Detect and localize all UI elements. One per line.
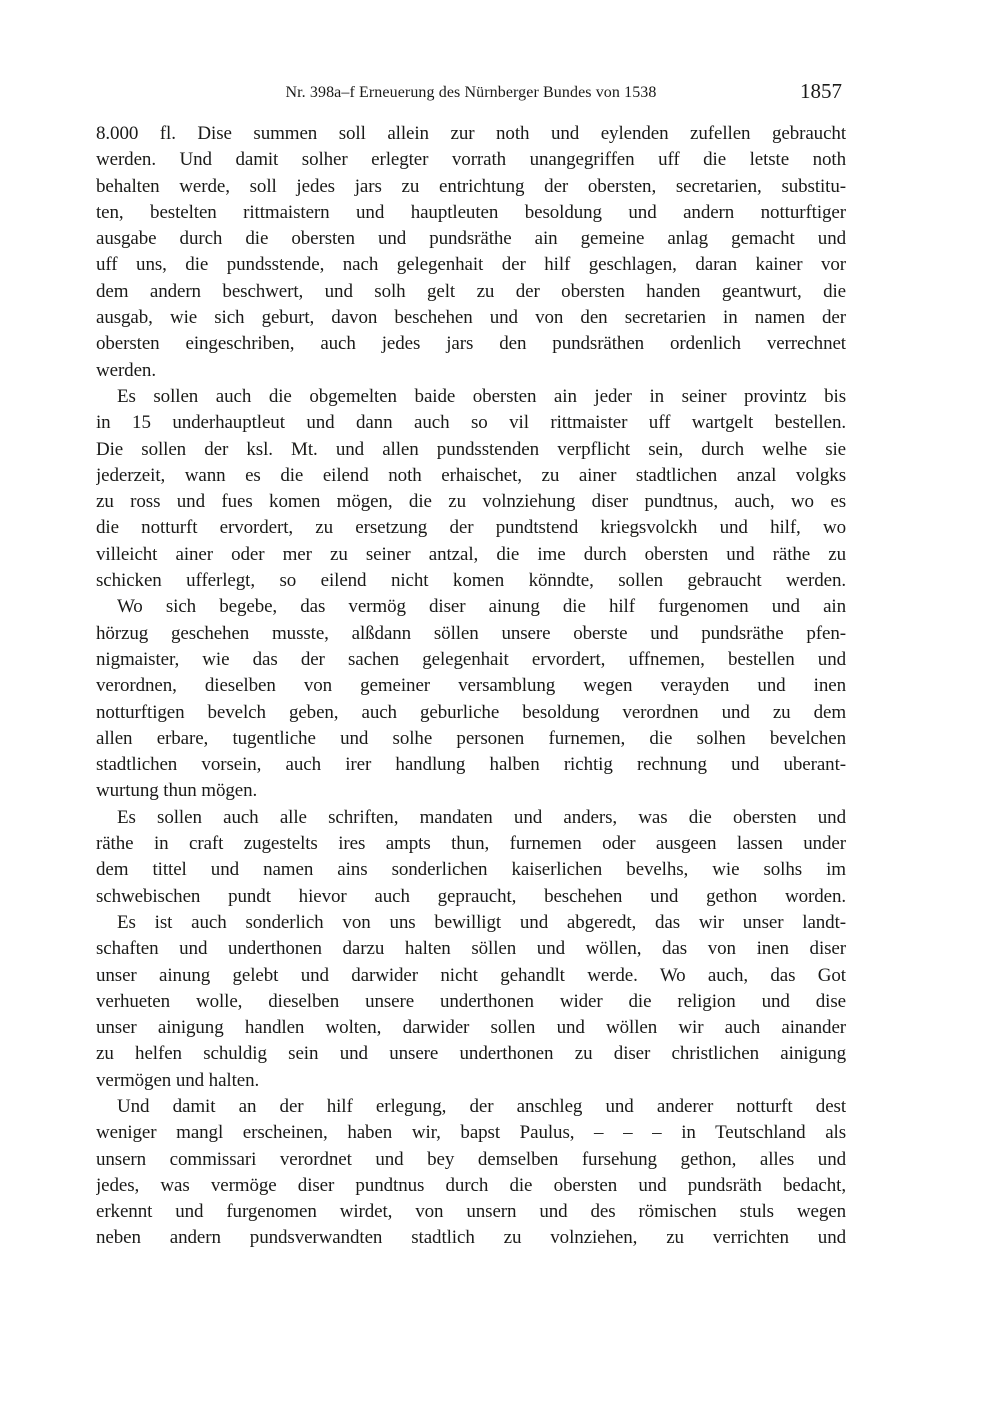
text-line: villeicht ainer oder mer zu seiner antzal, die ime durch obersten und räthe zu xyxy=(96,543,846,565)
text-line: dem andern beschwert, und solh gelt zu der obersten handen geantwurt, die xyxy=(96,280,846,302)
text-line: Es sollen auch die obgemelten baide obersten ain jeder in seiner provintz bis xyxy=(117,385,846,407)
text-line: jederzeit, wann es die eilend noth erhaischet, zu ainer stadtlichen anzal volgks xyxy=(96,464,846,486)
paragraph xyxy=(96,121,846,384)
text-line: unsern commissari verordnet und bey demselben fursehung gethon, alles und xyxy=(96,1148,846,1170)
text-line: jedes, was vermöge diser pundtnus durch die obersten und pundsräth bedacht, xyxy=(96,1174,846,1196)
text-line: schwebischen pundt hievor auch gepraucht, beschehen und gethon worden. xyxy=(96,885,846,907)
text-line: räthe in craft zugestelts ires ampts thun, furnemen oder ausgeen lassen under xyxy=(96,833,846,855)
text-line: verordnen, dieselben von gemeiner versamblung wegen verayden und inen xyxy=(96,675,846,697)
text-line: nigmaister, wie das der sachen gelegenhait ervordert, uffnemen, bestellen und xyxy=(96,648,846,670)
page-body xyxy=(96,121,846,1252)
text-line: Die sollen der ksl. Mt. und allen pundsstenden verpflicht sein, durch welhe sie xyxy=(96,438,846,460)
text-line: wurtung thun mögen. xyxy=(96,780,258,802)
text-line: hörzug geschehen musste, alßdann söllen unsere oberste und pundsräthe pfen- xyxy=(96,622,846,644)
text-line: unser ainigung handlen wolten, darwider sollen und wöllen wir auch ainander xyxy=(96,1017,846,1039)
paragraph xyxy=(96,1094,846,1252)
paragraph xyxy=(96,805,846,910)
text-line: Wo sich begebe, das vermög diser ainung die hilf furgenomen und ain xyxy=(117,596,846,618)
text-line: neben andern pundsverwandten stadtlich zu volnziehen, zu verrichten und xyxy=(96,1227,846,1249)
text-line: in 15 underhauptleut und dann auch so vil rittmaister uff wartgelt bestellen. xyxy=(96,412,846,434)
text-line: behalten werde, soll jedes jars zu entrichtung der obersten, secretarien, substitu- xyxy=(96,175,846,197)
text-line: dem tittel und namen ains sonderlichen kaiserlichen bevelhs, wie solhs im xyxy=(96,859,846,881)
page-number: 1857 xyxy=(800,79,842,103)
text-line: stadtlichen vorsein, auch irer handlung halben richtig rechnung und uberant- xyxy=(96,754,846,776)
paragraph xyxy=(96,910,846,1094)
text-line: schicken ufferlegt, so eilend nicht komen könndte, sollen gebraucht werden. xyxy=(96,570,846,592)
text-line: schaften und underthonen darzu halten söllen und wöllen, das von inen diser xyxy=(96,938,846,960)
running-header xyxy=(96,79,846,106)
text-line: verhueten wolle, dieselben unsere underthonen wider die religion und dise xyxy=(96,990,846,1012)
paragraph xyxy=(96,384,846,594)
text-line: weniger mangl erscheinen, haben wir, bapst Paulus, – – – in Teutschland als xyxy=(96,1122,846,1144)
text-line: unser ainung gelebt und darwider nicht gehandlt werde. Wo auch, das Got xyxy=(96,964,846,986)
text-line: werden. Und damit solher erlegter vorrath unangegriffen uff die letste noth xyxy=(96,149,846,171)
text-line: ten, bestelten rittmaistern und hauptleuten besoldung und andern notturftiger xyxy=(96,201,846,223)
text-line: notturftigen bevelch geben, auch geburliche besoldung verordnen und zu dem xyxy=(96,701,846,723)
text-line: die notturft ervordert, zu ersetzung der pundtstend kriegsvolckh und hilf, wo xyxy=(96,517,846,539)
text-line: werden. xyxy=(96,359,156,381)
text-line: ausgabe durch die obersten und pundsräthe ain gemeine anlag gemacht und xyxy=(96,228,846,250)
text-line: ausgab, wie sich geburt, davon beschehen und von den secretarien in namen der xyxy=(96,307,846,329)
text-line: obersten eingeschriben, auch jedes jars den pundsräthen ordenlich verrechnet xyxy=(96,333,846,355)
text-line: erkennt und furgenomen wirdet, von unsern und des römischen stuls wegen xyxy=(96,1201,846,1223)
text-line: Es sollen auch alle schriften, mandaten und anders, was die obersten und xyxy=(117,806,846,828)
text-line: Es ist auch sonderlich von uns bewilligt und abgeredt, das wir unser landt- xyxy=(117,911,846,933)
text-line: allen erbare, tugentliche und solhe personen furnemen, die solhen bevelchen xyxy=(96,727,846,749)
text-line: uff uns, die pundsstende, nach gelegenhait der hilf geschlagen, daran kainer vor xyxy=(96,254,846,276)
text-line: vermögen und halten. xyxy=(96,1069,260,1091)
paragraph xyxy=(96,594,846,804)
text-line: Und damit an der hilf erlegung, der anschleg und anderer notturft dest xyxy=(117,1095,846,1117)
running-header-title: Nr. 398a–f Erneuerung des Nürnberger Bundes von 1538 xyxy=(285,84,657,101)
text-line: zu ross und fues komen mögen, die zu volnziehung diser pundtnus, auch, wo es xyxy=(96,491,846,513)
text-line: zu helfen schuldig sein und unsere underthonen zu diser christlichen ainigung xyxy=(96,1043,846,1065)
text-line: 8.000 fl. Dise summen soll allein zur noth und eylenden zufellen gebraucht xyxy=(96,123,846,144)
